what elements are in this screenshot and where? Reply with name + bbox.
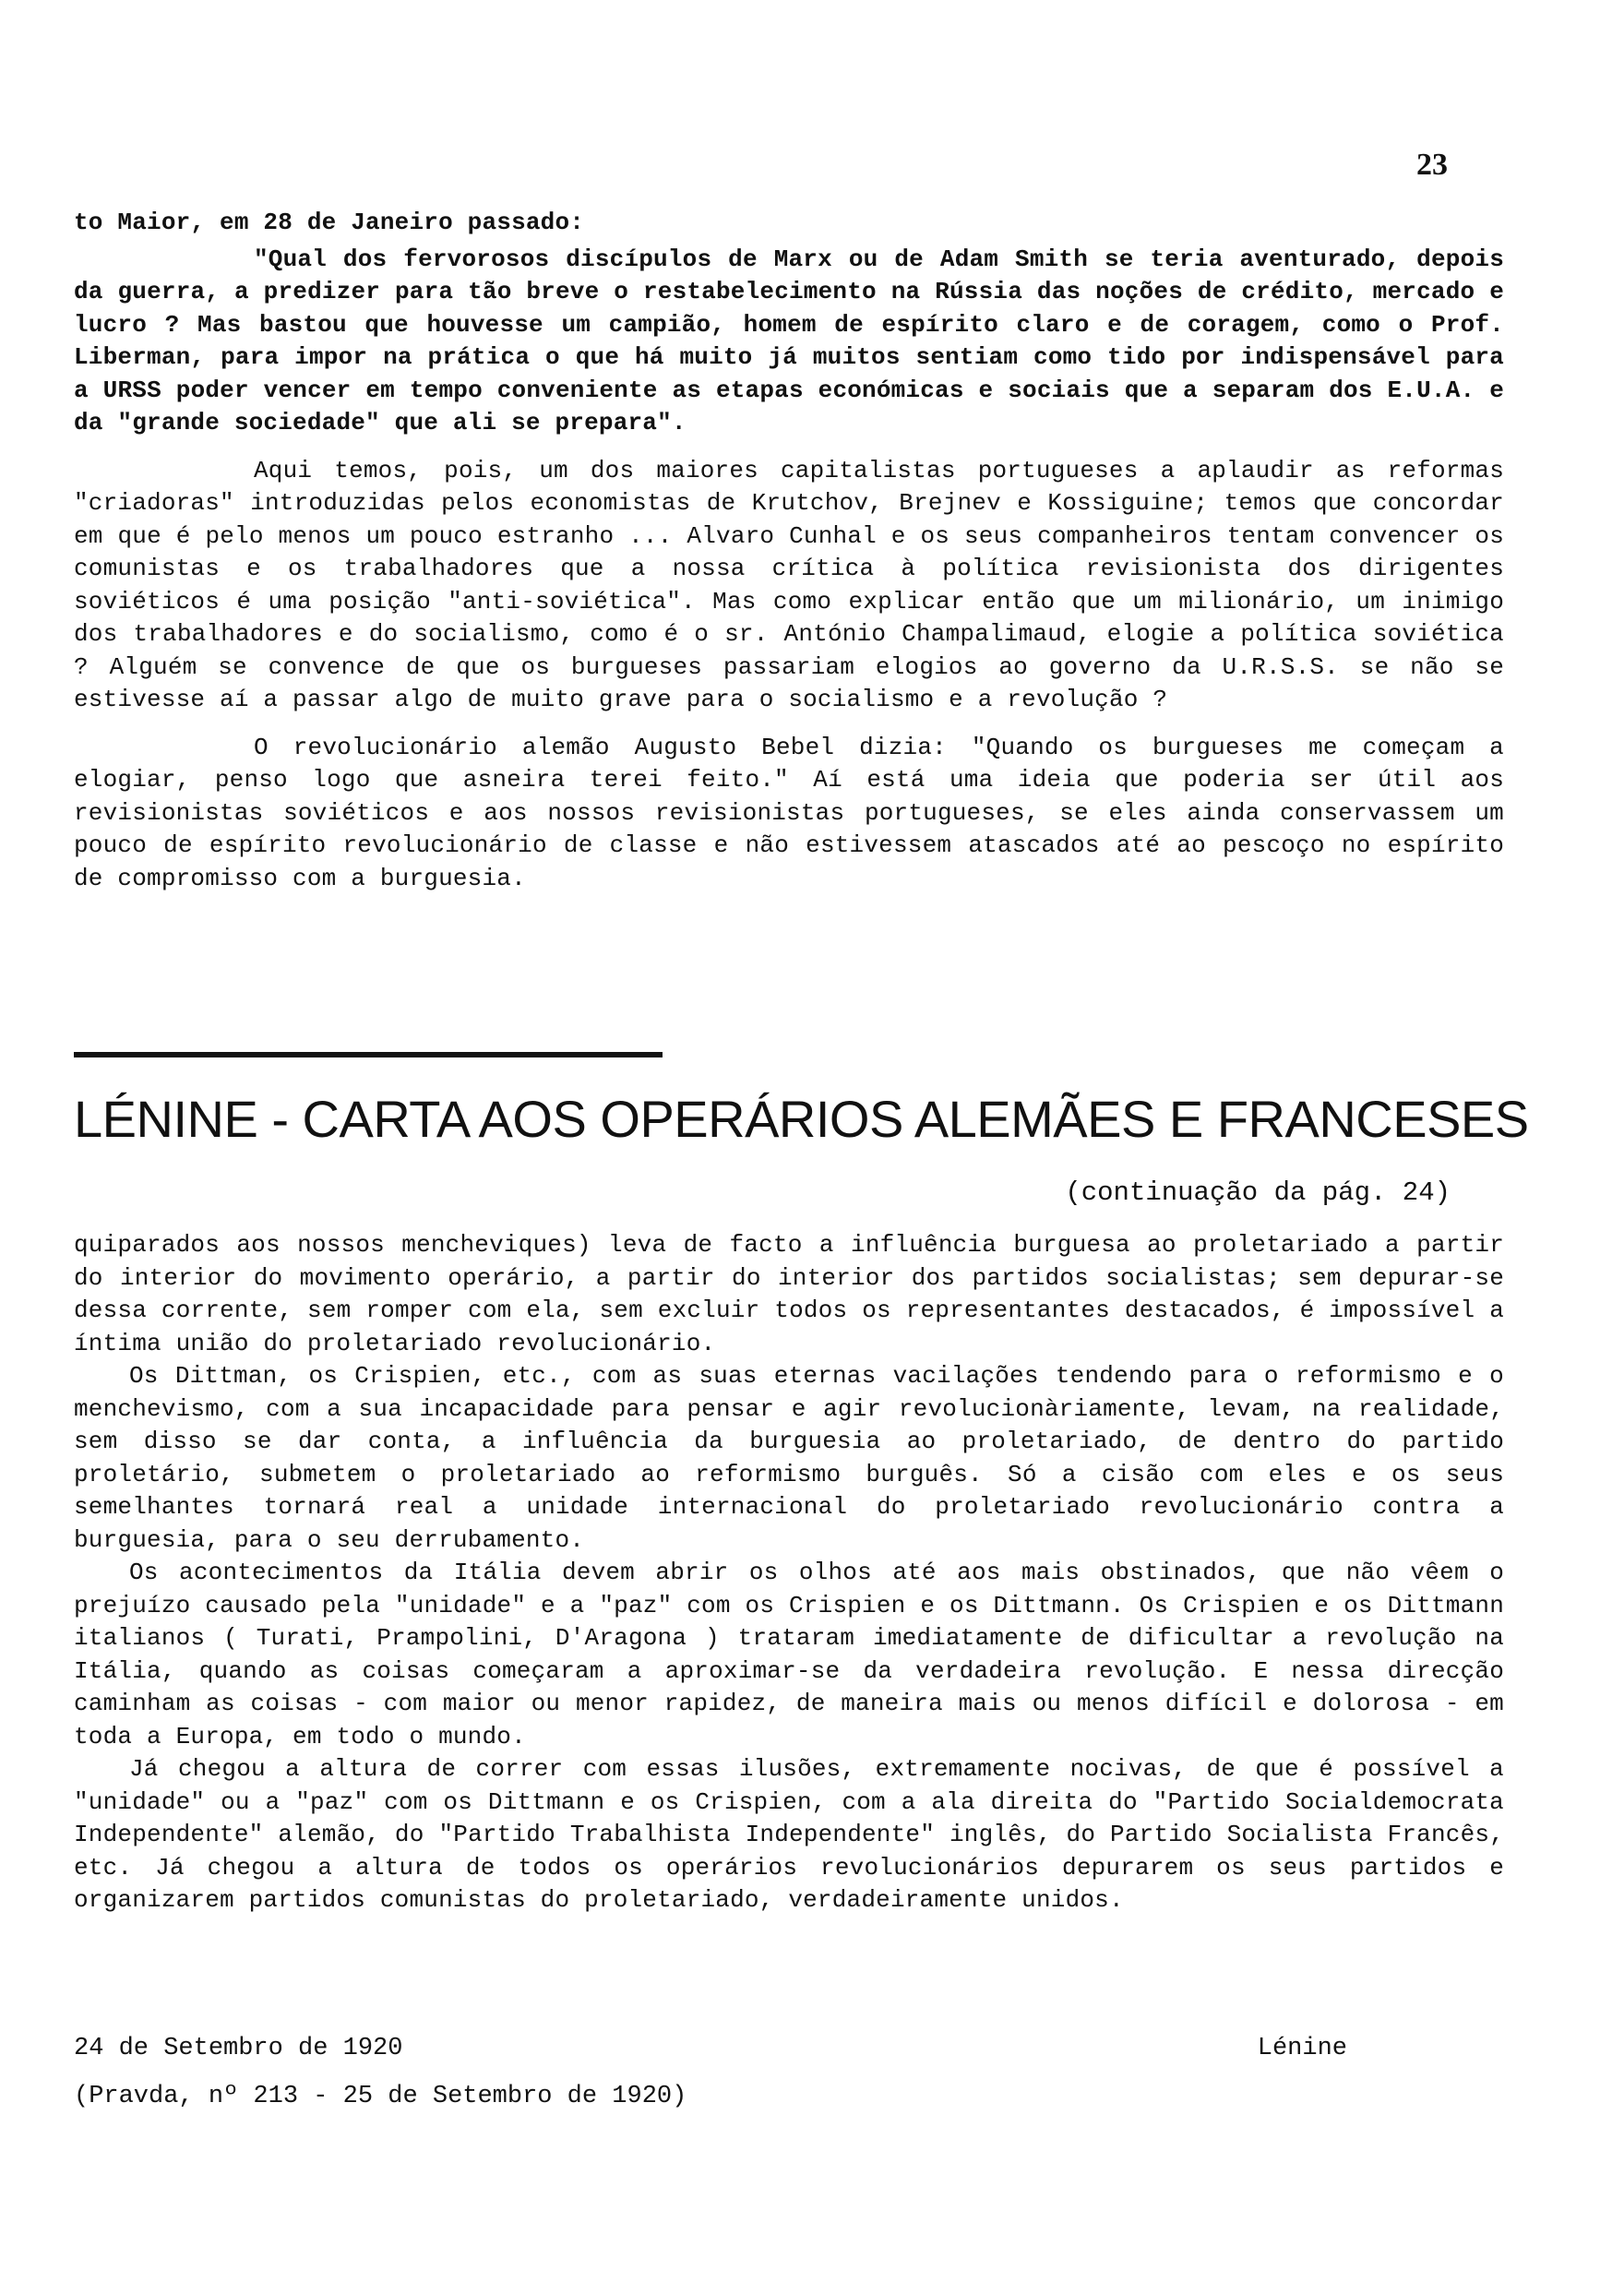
article-paragraph-3: Os acontecimentos da Itália devem abrir os olhos até aos mais obstinados, que não vêem o prejuízo causado pela "unidade" e a "paz" com os Crispien e os Dittmann. Os Crispien e os Dittmann italianos ( Turati, Prampolini, D'Aragona ) trataram imediatamente de dificultar a revolução na Itália, quando as coisas começaram a aproximar-se da verdadeira revolução. E nessa direcção caminham as coisas - com maior ou menor rapidez, de maneira mais ou menos difícil e dolorosa - em toda a Europa, em todo o mundo.	[74, 1559, 1504, 1750]
section-divider	[74, 1052, 663, 1057]
source-citation: (Pravda, nº 213 - 25 de Setembro de 1920)	[74, 2083, 687, 2110]
article-title: LÉNINE - CARTA AOS OPERÁRIOS ALEMÃES E FRANCESES	[74, 1090, 1529, 1148]
letter-date: 24 de Setembro de 1920	[74, 2035, 403, 2062]
commentary-paragraph: Aqui temos, pois, um dos maiores capitalistas portugueses a aplaudir as reformas "criadoras" introduzidas pelos economistas de Krutchov, Brejnev e Kossiguine; temos que concordar em que é pelo menos um pouco estranho ... Alvaro Cunhal e os seus companheiros tentam convencer os comunistas e os trabalhadores que a nossa crítica à política revisionista dos dirigentes soviéticos é uma posição "anti-soviética". Mas como explicar então que um milionário, um inimigo dos trabalhadores e do socialismo, como é o sr. António Champalimaud, elogie a política soviética ? Alguém se convence de que os burgueses passariam elogios ao governo da U.R.S.S. se não se estivesse aí a passar algo de muito grave para o socialismo e a revolução ?	[74, 456, 1504, 713]
article-paragraph-2: Os Dittman, os Crispien, etc., com as suas eternas vacilações tendendo para o reformismo e o menchevismo, com a sua incapacidade para pensar e agir revolucionàriamente, levam, na realidade, sem disso se dar conta, a influência da burguesia ao proletariado, de dentro do partido proletário, submetem o proletariado ao reformismo burguês. Só a cisão com eles e os seus semelhantes tornará real a unidade internacional do proletariado revolucionário contra a burguesia, para o seu derrubamento.	[74, 1362, 1504, 1554]
continuation-note: (continuação da pág. 24)	[1065, 1177, 1451, 1208]
page-number: 23	[1416, 148, 1448, 182]
quote-paragraph: "Qual dos fervorosos discípulos de Marx ou de Adam Smith se teria aventurado, depois da guerra, a predizer para tão breve o restabelecimento na Rússia das noções de crédito, mercado e lucro ? Mas bastou que houvesse um campião, homem de espírito claro e de coragem, como o Prof. Liberman, para impor na prática o que há muito já muitos sentiam como tido por indispensável para a URSS poder vencer em tempo conveniente as etapas económicas e sociais que a separam dos E.U.A. e da "grande sociedade" que ali se prepara".	[74, 245, 1504, 436]
article-paragraph-4: Já chegou a altura de correr com essas ilusões, extremamente nocivas, de que é possível a "unidade" ou a "paz" com os Dittmann e os Crispien, com a ala direita do "Partido Socialdemocrata Independente" alemão, do "Partido Trabalhista Independente" inglês, do Partido Socialista Francês, etc. Já chegou a altura de todos os operários revolucionários depurarem os seus partidos e organizarem partidos comunistas do proletariado, verdadeiramente unidos.	[74, 1755, 1504, 1914]
article-paragraph-1: quiparados aos nossos mencheviques) leva de facto a influência burguesa ao proletariado a partir do interior do movimento operário, a partir do interior dos partidos socialistas; sem depurar-se dessa corrente, sem romper com ela, sem excluir todos os representantes destacados, é impossível a íntima união do proletariado revolucionário.	[74, 1231, 1504, 1357]
signature-row	[74, 2035, 1347, 2062]
article-body	[74, 1229, 1504, 1932]
bebel-paragraph: O revolucionário alemão Augusto Bebel dizia: "Quando os burgueses me começam a elogiar, penso logo que asneira terei feito." Aí está uma ideia que poderia ser útil aos revisionistas soviéticos e aos nossos revisionistas portugueses, se eles ainda conservassem um pouco de espírito revolucionário de classe e não estivessem atascados até ao pescoço no espírito de compromisso com a burguesia.	[74, 733, 1504, 892]
intro-line: to Maior, em 28 de Janeiro passado:	[74, 209, 585, 236]
signature: Lénine	[1257, 2035, 1347, 2062]
top-section	[74, 207, 1504, 910]
